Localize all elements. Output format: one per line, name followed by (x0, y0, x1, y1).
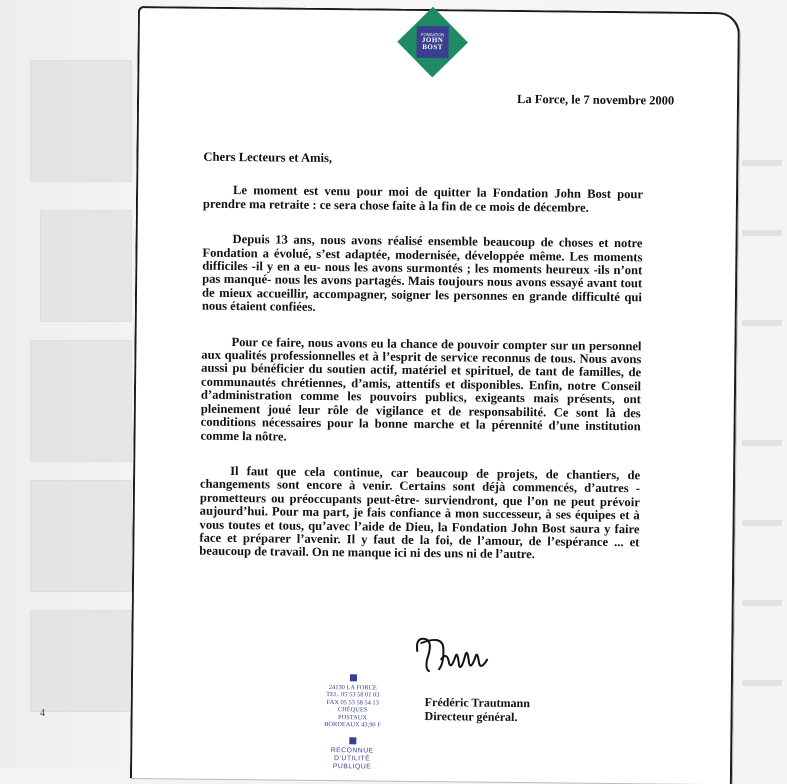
background-text-line (742, 230, 782, 236)
background-text-line (742, 600, 782, 606)
address-line: TEL. 05 53 58 01 03 (326, 691, 380, 699)
recognition-square-mark (349, 737, 356, 744)
background-photo (30, 60, 132, 182)
signer-name: Frédéric Trautmann (424, 695, 531, 711)
handwritten-signature (411, 629, 502, 682)
logo-top-text: FONDATION (421, 31, 445, 38)
address-line: FAX 05 53 58 54 13 (326, 698, 379, 707)
letter-paragraph: Le moment est venu pour moi de quitter la Fondation John Bost pour prendre ma retraite : ce sera chose faite à la fin de ce mois de décembre. (202, 183, 644, 215)
background-photo (30, 480, 132, 592)
background-photo (30, 340, 132, 462)
address-line: BORDEAUX 43,90 F (324, 721, 381, 729)
background-photo (40, 210, 132, 322)
page-number: 4 (40, 708, 45, 719)
background-photo (30, 610, 132, 712)
letter-body (199, 151, 643, 585)
background-text-line (742, 680, 782, 686)
background-text-line (742, 520, 782, 526)
letter-paragraph: Pour ce faire, nous avons eu la chance de pouvoir compter sur un personnel aux qualités professionnelles et à l’esprit de service reconnus de tous. Nous avons aussi pu bénéficier du soutien actif, matériel et spirituel, de tant de familles, de communautés chrétiennes, d’amis, attentifs et disponibles. Enfin, notre Conseil d’administration comme les pouvoirs publics, exigeants mais présents, ont pleinement joué leur rôle de vigilance et de responsabilité. Ce sont là des conditions nécessaires pour la bonne marche et la pérennité d’une institution comme la nôtre. (200, 334, 642, 444)
logo-square (416, 26, 448, 58)
background-text-line (742, 160, 782, 166)
logo-name-line2: BOST (422, 42, 443, 52)
letter-paragraph: Depuis 13 ans, nous avons réalisé ensemble beaucoup de choses et notre Fondation a évolué, s’est adaptée, modernisée, développée même. Les moments difficiles -il y en a eu- nous les avons surmontés ; les moments heureux -ils n’ont pas manqué- nous les avons partagés. Mais toujours nous avons essayé avant tout de mieux accueillir, accompagner, soigner les personnes en grande difficulté qui nous étaient confiées. (201, 232, 643, 315)
address-line: CHÈQUES POSTAUX (337, 706, 368, 722)
signer-title: Directeur général. (424, 709, 518, 725)
background-text-line (742, 440, 782, 446)
address-square-mark (349, 674, 356, 681)
address-block (322, 674, 383, 729)
address-line: 24130 LA FORCE (328, 684, 377, 692)
recognition-block (320, 737, 384, 772)
foundation-logo (397, 13, 470, 86)
recognition-line: PUBLIQUE (332, 763, 372, 771)
background-text-line (742, 320, 782, 326)
letter-paragraph: Il faut que cela continue, car beaucoup de projets, de chantiers, de changements sont encore à venir. Certains sont déjà commencés, d’autres -prometteurs ou préoccupants peut-être- surviendront, que l’on ne peut prévoir aujourd’hui. Pour ma part, je fais confiance à mon successeur, à ses équipes et à vous toutes et tous, qu’avec l’aide de Dieu, la Fondation John Bost saura y faire face et préparer l’avenir. Il y faut de la foi, de l’amour, de l’espérance ... et beaucoup de travail. On ne manque ici ni des uns ni de l’autre. (199, 463, 641, 562)
recognition-line: RECONNUE (330, 747, 374, 755)
letter-salutation: Chers Lecteurs et Amis, (203, 149, 333, 166)
recognition-line: D’UTILITÉ (333, 755, 371, 763)
logo-name-line1: JOHN (421, 35, 444, 45)
letter-date: La Force, le 7 novembre 2000 (516, 91, 675, 108)
signer-block (425, 695, 531, 724)
letter-sheet (130, 6, 740, 784)
